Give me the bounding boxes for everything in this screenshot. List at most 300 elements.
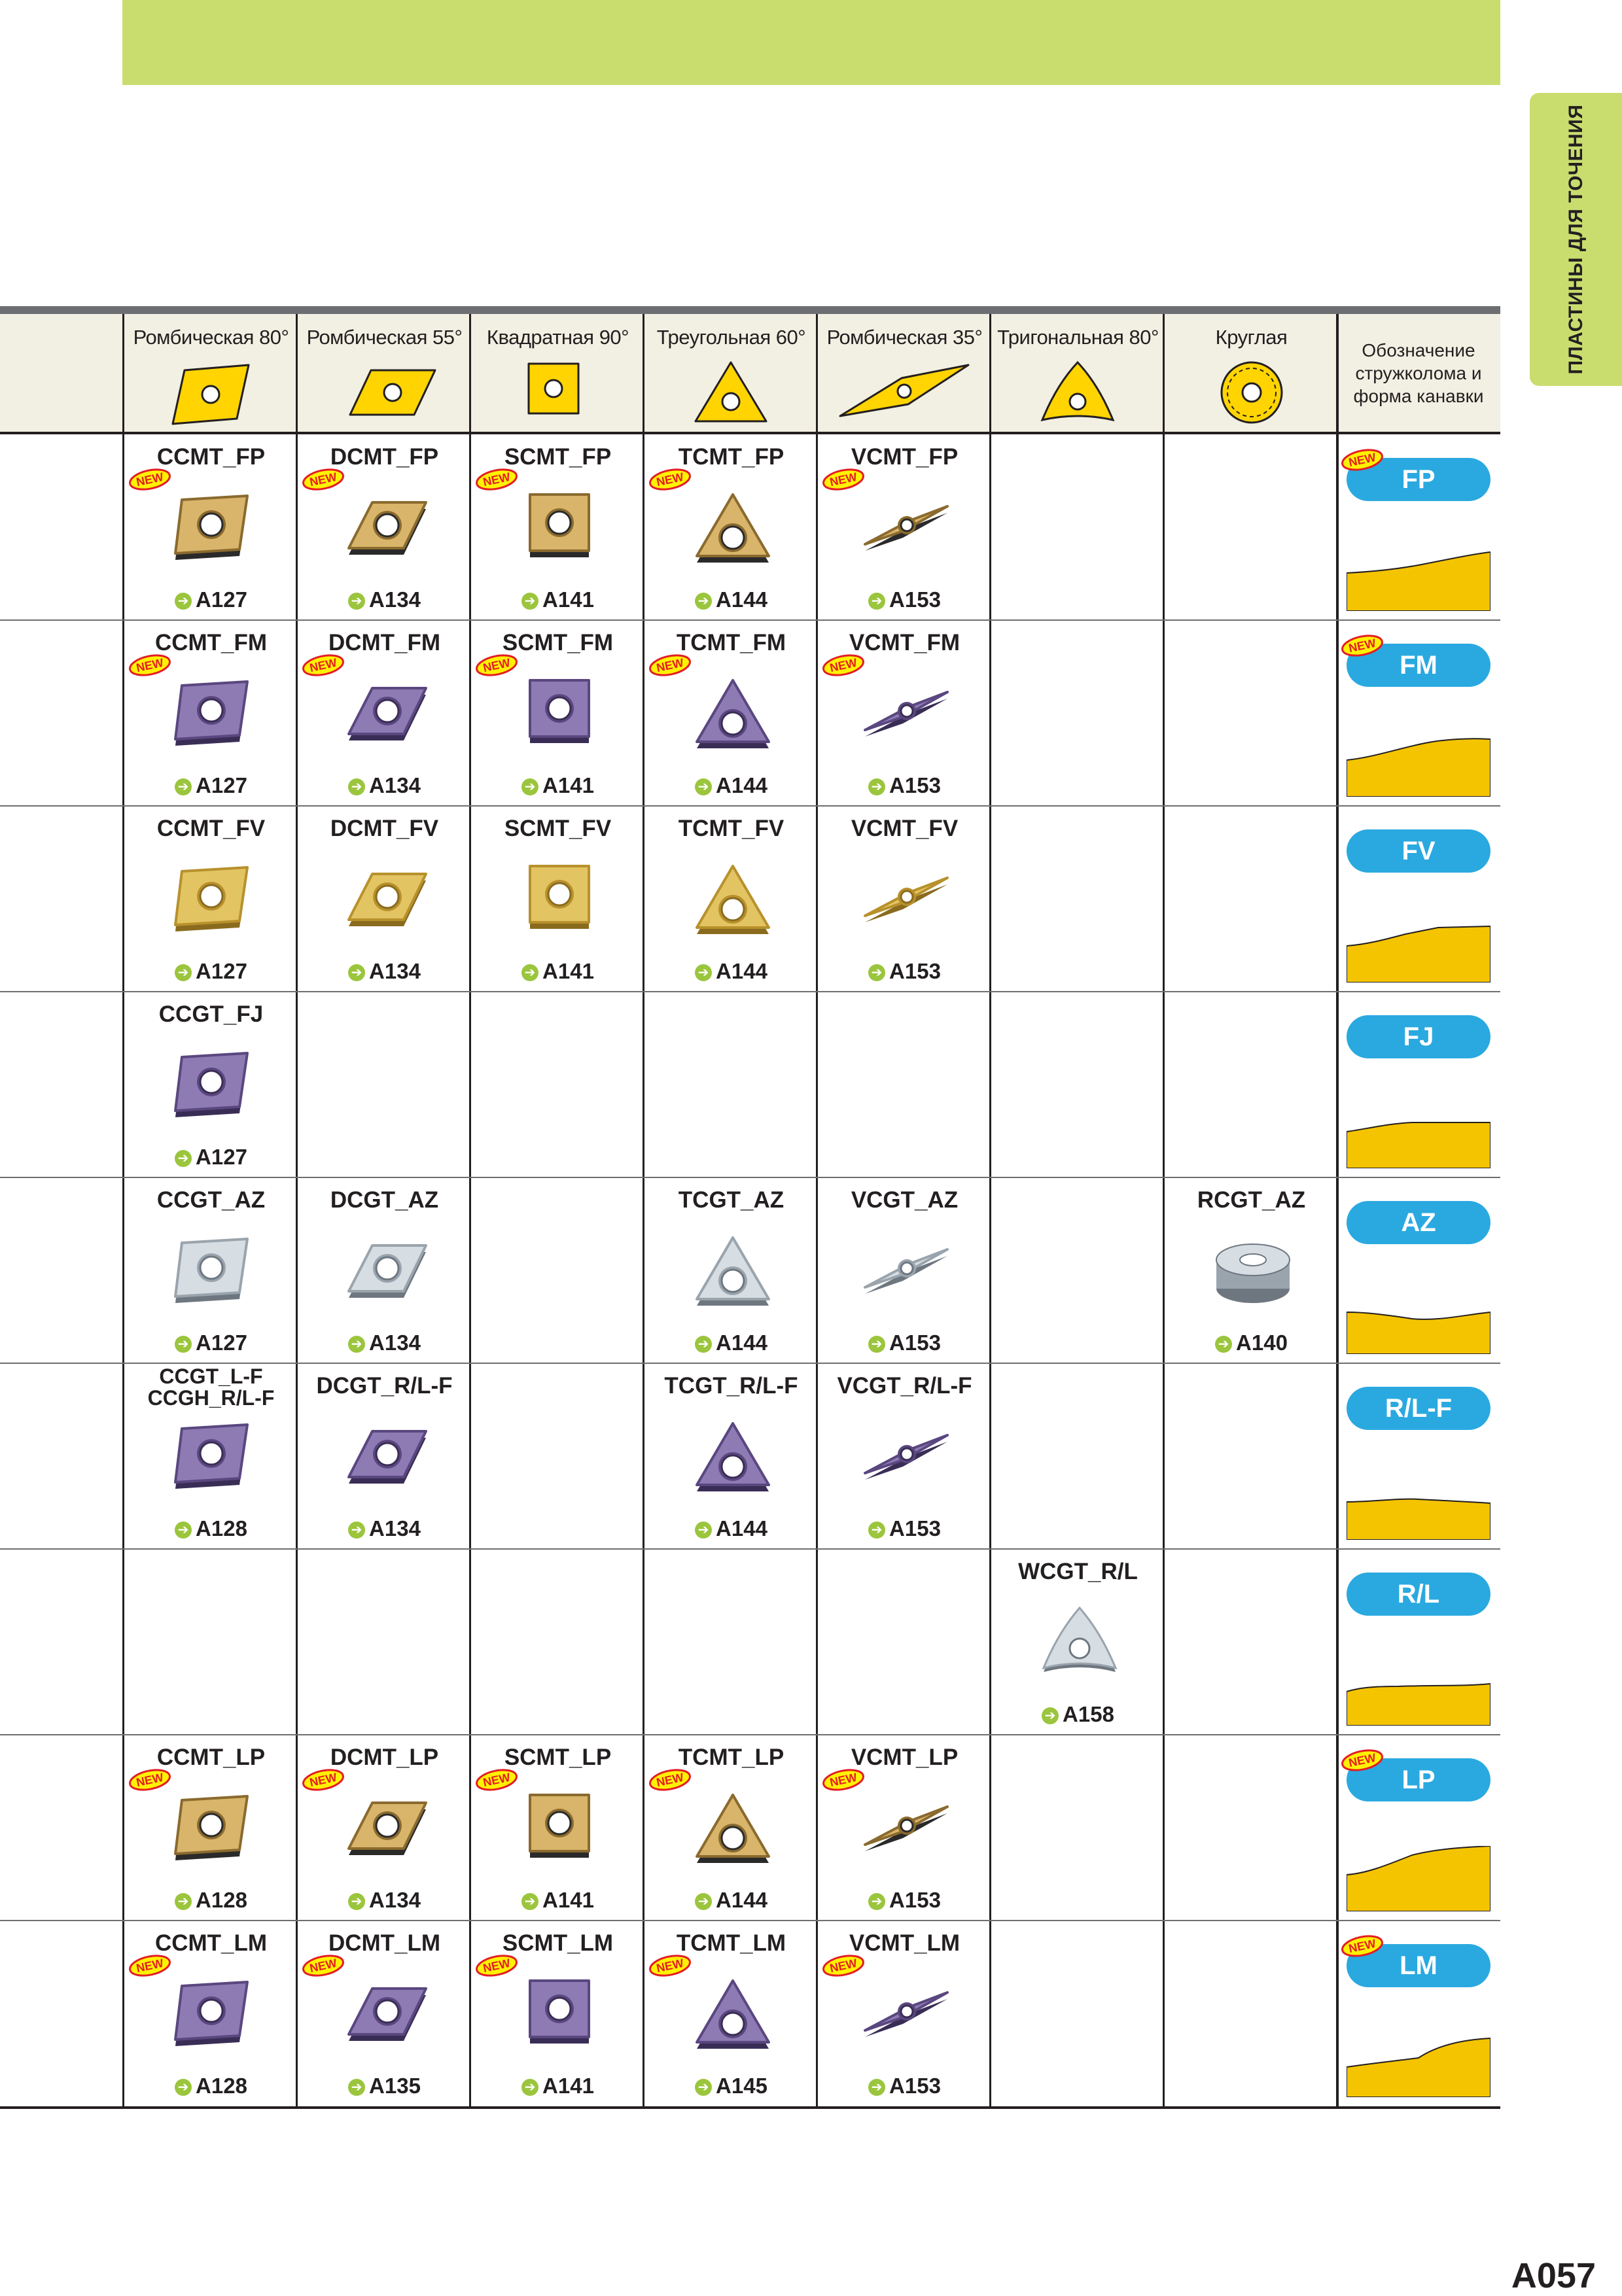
insert-code-line: CCMT_LP xyxy=(156,1745,266,1770)
insert-cell[interactable] xyxy=(644,1921,818,2106)
top-green-bar xyxy=(122,0,1500,85)
insert-code xyxy=(818,631,991,655)
arrow-right-icon: ➔ xyxy=(521,593,538,610)
insert-image xyxy=(864,857,949,945)
page-reference-text: A141 xyxy=(542,773,594,797)
page-reference-text: A153 xyxy=(889,1888,941,1912)
insert-code-line: SCMT_LP xyxy=(504,1745,612,1770)
new-badge xyxy=(475,1955,518,1980)
chipbreaker-pill[interactable]: FJ xyxy=(1347,1015,1490,1058)
insert-cell[interactable] xyxy=(298,1735,471,1920)
arrow-right-icon: ➔ xyxy=(175,1150,192,1167)
page-reference-text: A153 xyxy=(889,1516,941,1540)
insert-code xyxy=(124,1188,298,1212)
shape-header-rhombus-55 xyxy=(298,326,471,426)
page-reference-link[interactable] xyxy=(644,1888,818,1913)
page-reference-link[interactable] xyxy=(818,773,991,798)
insert-photo xyxy=(864,1972,949,2057)
insert-image xyxy=(170,1972,255,2060)
new-badge-icon xyxy=(475,468,518,491)
groove-profile-icon xyxy=(1347,1846,1490,1911)
insert-cell[interactable] xyxy=(124,1735,298,1920)
insert-cell[interactable] xyxy=(124,620,298,805)
shape-header-rhombus-80 xyxy=(124,326,298,426)
designation-line-1: Обозначение xyxy=(1362,340,1475,360)
insert-code-line: TCMT_FM xyxy=(676,630,786,655)
svg-text:NEW: NEW xyxy=(1347,450,1377,470)
new-badge-icon xyxy=(648,1955,692,1977)
new-badge xyxy=(822,468,865,494)
insert-cell[interactable] xyxy=(124,806,298,991)
insert-cell[interactable] xyxy=(298,434,471,619)
svg-text:NEW: NEW xyxy=(482,470,512,489)
groove-profile-icon xyxy=(1347,546,1490,611)
page-reference-link[interactable] xyxy=(124,1331,298,1355)
designation-line-2: стружколома и xyxy=(1355,363,1482,383)
insert-image xyxy=(690,1414,775,1503)
page-reference-link[interactable] xyxy=(644,959,818,984)
new-badge xyxy=(648,1769,692,1794)
svg-text:NEW: NEW xyxy=(308,655,338,675)
page-reference-text: A153 xyxy=(889,773,941,797)
insert-image xyxy=(1037,1600,1122,1688)
page-reference-link[interactable] xyxy=(124,959,298,984)
svg-text:NEW: NEW xyxy=(828,1770,858,1790)
new-badge-icon xyxy=(822,1955,865,1977)
page-reference-link[interactable] xyxy=(298,1888,471,1913)
page-reference-text: A134 xyxy=(369,1331,421,1355)
insert-cell[interactable] xyxy=(471,806,644,991)
insert-image xyxy=(517,857,602,945)
arrow-right-icon: ➔ xyxy=(868,964,885,981)
insert-code-line: VCMT_LP xyxy=(851,1745,959,1770)
insert-code-line: VCMT_FP xyxy=(851,444,959,470)
insert-image xyxy=(344,857,429,945)
page-reference-text: A134 xyxy=(369,1888,421,1912)
insert-cell[interactable] xyxy=(818,806,991,991)
section-side-tab-label: ПЛАСТИНЫ ДЛЯ ТОЧЕНИЯ xyxy=(1564,104,1587,375)
insert-code xyxy=(298,816,471,841)
chipbreaker-designation xyxy=(1337,1549,1500,1734)
insert-code-line: CCGH_R/L-F xyxy=(147,1386,275,1410)
chipbreaker-pill[interactable]: FM xyxy=(1347,644,1490,687)
chipbreaker-pill[interactable]: FV xyxy=(1347,829,1490,873)
insert-image xyxy=(864,485,949,574)
insert-cell[interactable] xyxy=(818,1735,991,1920)
insert-code xyxy=(298,631,471,655)
insert-image xyxy=(517,671,602,759)
page-reference-link[interactable] xyxy=(644,773,818,798)
insert-cell[interactable] xyxy=(818,1921,991,2106)
round-shape-icon xyxy=(1212,358,1292,426)
insert-cell[interactable] xyxy=(298,1363,471,1548)
insert-code xyxy=(298,445,471,469)
new-badge-icon xyxy=(822,654,865,676)
svg-text:NEW: NEW xyxy=(482,1956,512,1975)
chipbreaker-pill[interactable]: FP xyxy=(1347,458,1490,501)
page-reference-link[interactable] xyxy=(471,959,644,984)
insert-code xyxy=(124,631,298,655)
arrow-right-icon: ➔ xyxy=(175,2079,192,2096)
new-badge xyxy=(1341,1935,1384,1960)
insert-cell[interactable] xyxy=(298,806,471,991)
page-reference-text: A134 xyxy=(369,587,421,612)
insert-image xyxy=(864,671,949,759)
new-badge-icon xyxy=(302,1769,345,1791)
new-badge xyxy=(648,468,692,494)
table-bottom-rule xyxy=(0,2106,1500,2109)
insert-photo xyxy=(690,485,775,570)
insert-image xyxy=(344,1414,429,1503)
svg-text:NEW: NEW xyxy=(828,1956,858,1975)
new-badge xyxy=(1341,1749,1384,1775)
page-reference-link[interactable] xyxy=(124,773,298,798)
chipbreaker-pill[interactable]: LP xyxy=(1347,1758,1490,1801)
section-side-tab[interactable] xyxy=(1530,93,1622,386)
insert-code xyxy=(124,1931,298,1955)
page-reference-text: A153 xyxy=(889,2074,941,2098)
designation-line-3: форма канавки xyxy=(1353,386,1484,406)
insert-cell[interactable] xyxy=(298,620,471,805)
insert-photo xyxy=(864,1414,949,1499)
page-reference-link[interactable] xyxy=(124,1888,298,1913)
page-reference-link[interactable] xyxy=(471,2074,644,2098)
insert-photo xyxy=(1210,1228,1296,1313)
insert-cell[interactable] xyxy=(644,434,818,619)
insert-cell[interactable] xyxy=(471,620,644,805)
insert-cell[interactable] xyxy=(124,1921,298,2106)
insert-photo xyxy=(170,485,255,570)
page-reference-link[interactable] xyxy=(644,587,818,612)
insert-code xyxy=(644,1188,818,1212)
page-reference-text: A153 xyxy=(889,959,941,983)
insert-code-line: CCGT_L-F xyxy=(159,1365,263,1388)
insert-image xyxy=(690,1972,775,2060)
insert-image xyxy=(690,857,775,945)
arrow-right-icon: ➔ xyxy=(868,1522,885,1539)
insert-code xyxy=(298,1374,471,1398)
insert-cell[interactable] xyxy=(644,1363,818,1548)
arrow-right-icon: ➔ xyxy=(348,778,365,795)
arrow-right-icon: ➔ xyxy=(175,593,192,610)
page-reference-link[interactable] xyxy=(471,587,644,612)
insert-code-line: VCMT_FV xyxy=(851,816,959,841)
insert-cell[interactable] xyxy=(124,434,298,619)
insert-code-line: TCMT_FV xyxy=(678,816,785,841)
page-reference-text: A144 xyxy=(716,1516,767,1540)
new-badge-icon xyxy=(1341,1749,1384,1771)
page-reference-link[interactable] xyxy=(124,1145,298,1170)
insert-code xyxy=(644,816,818,841)
insert-image xyxy=(170,1414,255,1503)
new-badge xyxy=(302,1769,345,1794)
new-badge-icon xyxy=(1341,449,1384,471)
page-reference-text: A134 xyxy=(369,1516,421,1540)
insert-photo xyxy=(344,1228,429,1313)
insert-cell[interactable] xyxy=(298,1177,471,1363)
new-badge-icon xyxy=(648,1769,692,1791)
rhombus-35-shape-icon xyxy=(837,358,972,426)
new-badge-icon xyxy=(475,1769,518,1791)
page-reference-link[interactable] xyxy=(124,587,298,612)
svg-text:NEW: NEW xyxy=(1347,1936,1377,1956)
shape-header-rhombus-35 xyxy=(818,326,991,426)
page-reference-link[interactable] xyxy=(818,587,991,612)
chipbreaker-pill[interactable]: R/L-F xyxy=(1347,1387,1490,1430)
groove-profile-icon xyxy=(1347,1103,1490,1168)
arrow-right-icon: ➔ xyxy=(868,1893,885,1910)
insert-image xyxy=(344,1786,429,1874)
insert-code-line: SCMT_LM xyxy=(502,1930,614,1956)
arrow-right-icon: ➔ xyxy=(868,778,885,795)
page-reference-link[interactable] xyxy=(991,1702,1165,1727)
designation-header xyxy=(1337,339,1500,408)
insert-code xyxy=(471,631,644,655)
insert-image xyxy=(864,1414,949,1503)
new-badge xyxy=(822,1769,865,1794)
insert-image xyxy=(1210,1228,1296,1317)
insert-photo xyxy=(864,1786,949,1871)
new-badge-icon xyxy=(128,1769,171,1791)
insert-code xyxy=(124,445,298,469)
page-reference-link[interactable] xyxy=(818,1331,991,1355)
insert-code-line: VCMT_FM xyxy=(849,630,961,655)
new-badge xyxy=(1341,635,1384,660)
insert-cell[interactable] xyxy=(124,992,298,1177)
insert-code-line: CCGT_AZ xyxy=(156,1187,266,1213)
insert-image xyxy=(517,1786,602,1874)
insert-photo xyxy=(170,1972,255,2057)
insert-code xyxy=(818,1374,991,1398)
svg-text:NEW: NEW xyxy=(135,1770,165,1790)
page-reference-text: A144 xyxy=(716,1331,767,1355)
new-badge-icon xyxy=(475,1955,518,1977)
new-badge xyxy=(648,1955,692,1980)
insert-code xyxy=(471,445,644,469)
groove-profile-icon xyxy=(1347,1474,1490,1540)
insert-code xyxy=(298,1188,471,1212)
svg-text:NEW: NEW xyxy=(655,1770,685,1790)
new-badge xyxy=(475,1769,518,1794)
insert-cell[interactable] xyxy=(1165,1177,1338,1363)
rhombus-55-shape-icon xyxy=(330,358,439,426)
insert-code xyxy=(644,1745,818,1769)
insert-image xyxy=(517,485,602,574)
header-top-rule xyxy=(0,306,1500,314)
insert-photo xyxy=(517,485,602,570)
shape-header-trigon xyxy=(991,326,1165,426)
triangle-shape-icon xyxy=(692,358,771,426)
arrow-right-icon: ➔ xyxy=(348,2079,365,2096)
page-reference-link[interactable] xyxy=(298,1331,471,1355)
arrow-right-icon: ➔ xyxy=(175,1336,192,1353)
page-reference-link[interactable] xyxy=(818,1516,991,1541)
page-reference-text: A128 xyxy=(196,1516,247,1540)
insert-code-line: TCGT_R/L-F xyxy=(664,1373,798,1399)
page-reference-text: A128 xyxy=(196,2074,247,2098)
arrow-right-icon: ➔ xyxy=(695,1893,712,1910)
page-reference-text: A153 xyxy=(889,1331,941,1355)
insert-photo xyxy=(690,1786,775,1871)
new-badge xyxy=(822,1955,865,1980)
page-reference-link[interactable] xyxy=(298,773,471,798)
page-reference-link[interactable] xyxy=(644,1516,818,1541)
page-reference-link[interactable] xyxy=(124,1516,298,1541)
chipbreaker-pill[interactable]: R/L xyxy=(1347,1573,1490,1616)
page-reference-text: A141 xyxy=(542,959,594,983)
arrow-right-icon: ➔ xyxy=(348,1893,365,1910)
arrow-right-icon: ➔ xyxy=(521,1893,538,1910)
insert-photo xyxy=(690,857,775,942)
insert-code-line: DCMT_LM xyxy=(328,1930,441,1956)
insert-cell[interactable] xyxy=(471,1921,644,2106)
insert-cell[interactable] xyxy=(818,1177,991,1363)
page-reference-link[interactable] xyxy=(818,2074,991,2098)
groove-profile-icon xyxy=(1347,1660,1490,1726)
shape-header-label: Квадратная 90° xyxy=(486,326,629,349)
insert-cell[interactable] xyxy=(644,620,818,805)
insert-photo xyxy=(864,671,949,756)
insert-code-line: TCMT_FP xyxy=(678,444,785,470)
insert-code-line: DCMT_FM xyxy=(328,630,441,655)
chipbreaker-pill[interactable]: AZ xyxy=(1347,1201,1490,1244)
insert-code-line: CCMT_FP xyxy=(156,444,266,470)
chipbreaker-designation xyxy=(1337,1363,1500,1548)
new-badge-icon xyxy=(1341,635,1384,657)
insert-cell[interactable] xyxy=(124,1177,298,1363)
insert-code-line: CCMT_FV xyxy=(156,816,266,841)
insert-photo xyxy=(344,1414,429,1499)
svg-text:NEW: NEW xyxy=(482,655,512,675)
insert-code xyxy=(644,445,818,469)
arrow-right-icon: ➔ xyxy=(348,1522,365,1539)
insert-photo xyxy=(690,1228,775,1313)
insert-image xyxy=(170,1786,255,1874)
insert-cell[interactable] xyxy=(818,1363,991,1548)
trigon-shape-icon xyxy=(1038,358,1118,426)
page-reference-text: A134 xyxy=(369,959,421,983)
insert-code xyxy=(644,1931,818,1955)
svg-text:NEW: NEW xyxy=(1347,1750,1377,1770)
insert-photo xyxy=(344,1786,429,1871)
insert-cell[interactable] xyxy=(644,806,818,991)
new-badge xyxy=(128,1769,171,1794)
arrow-right-icon: ➔ xyxy=(695,964,712,981)
new-badge-icon xyxy=(648,468,692,491)
insert-code-line: WCGT_R/L xyxy=(1018,1559,1138,1584)
chipbreaker-pill[interactable]: LM xyxy=(1347,1944,1490,1987)
insert-cell[interactable] xyxy=(991,1549,1165,1734)
page-reference-link[interactable] xyxy=(124,2074,298,2098)
chipbreaker-designation xyxy=(1337,806,1500,991)
insert-code xyxy=(124,1745,298,1769)
insert-code xyxy=(298,1745,471,1769)
insert-image xyxy=(690,671,775,759)
insert-photo xyxy=(170,1414,255,1499)
svg-text:NEW: NEW xyxy=(655,1956,685,1975)
page-reference-link[interactable] xyxy=(298,587,471,612)
insert-cell[interactable] xyxy=(124,1363,298,1548)
page-reference-text: A127 xyxy=(196,587,247,612)
insert-cell[interactable] xyxy=(471,434,644,619)
arrow-right-icon: ➔ xyxy=(175,1893,192,1910)
page-reference-link[interactable] xyxy=(644,2074,818,2098)
chipbreaker-designation xyxy=(1337,1735,1500,1920)
arrow-right-icon: ➔ xyxy=(175,1522,192,1539)
insert-cell[interactable] xyxy=(471,1735,644,1920)
page-reference-text: A127 xyxy=(196,1145,247,1169)
shape-header-round xyxy=(1165,326,1338,426)
insert-cell[interactable] xyxy=(818,434,991,619)
shape-header-label: Тригональная 80° xyxy=(997,326,1159,349)
page-reference-text: A141 xyxy=(542,587,594,612)
shape-header-label: Круглая xyxy=(1215,326,1288,349)
insert-image xyxy=(170,1228,255,1317)
chipbreaker-designation xyxy=(1337,992,1500,1177)
new-badge-icon xyxy=(128,654,171,676)
insert-code-line: CCMT_FM xyxy=(154,630,268,655)
arrow-right-icon: ➔ xyxy=(1215,1336,1232,1353)
page-reference-text: A158 xyxy=(1063,1702,1114,1726)
page-reference-link[interactable] xyxy=(818,959,991,984)
insert-code-line: TCMT_LP xyxy=(678,1745,785,1770)
insert-photo xyxy=(170,1786,255,1871)
insert-photo xyxy=(517,1786,602,1871)
arrow-right-icon: ➔ xyxy=(695,2079,712,2096)
page-reference-link[interactable] xyxy=(1165,1331,1338,1355)
insert-cell[interactable] xyxy=(298,1921,471,2106)
page-reference-link[interactable] xyxy=(471,1888,644,1913)
insert-image xyxy=(344,485,429,574)
arrow-right-icon: ➔ xyxy=(521,964,538,981)
new-badge-icon xyxy=(1341,1935,1384,1957)
insert-code-line: DCGT_R/L-F xyxy=(316,1373,453,1399)
page-reference-link[interactable] xyxy=(644,1331,818,1355)
insert-photo xyxy=(344,671,429,756)
new-badge xyxy=(128,1955,171,1980)
page-reference-link[interactable] xyxy=(818,1888,991,1913)
insert-code xyxy=(818,445,991,469)
svg-text:NEW: NEW xyxy=(135,1956,165,1975)
insert-code xyxy=(471,1745,644,1769)
page-reference-link[interactable] xyxy=(298,1516,471,1541)
insert-photo xyxy=(170,1228,255,1313)
new-badge-icon xyxy=(822,1769,865,1791)
svg-text:NEW: NEW xyxy=(655,470,685,489)
insert-code xyxy=(644,1374,818,1398)
arrow-right-icon: ➔ xyxy=(348,1336,365,1353)
insert-image xyxy=(344,671,429,759)
insert-cell[interactable] xyxy=(818,620,991,805)
shape-header-label: Треугольная 60° xyxy=(656,326,806,349)
page-reference-link[interactable] xyxy=(298,959,471,984)
shape-header-label: Ромбическая 55° xyxy=(306,326,463,349)
insert-cell[interactable] xyxy=(644,1735,818,1920)
new-badge xyxy=(302,654,345,680)
page-reference-text: A141 xyxy=(542,2074,594,2098)
insert-photo xyxy=(690,1414,775,1499)
svg-text:NEW: NEW xyxy=(308,1770,338,1790)
insert-cell[interactable] xyxy=(644,1177,818,1363)
page-reference-link[interactable] xyxy=(471,773,644,798)
groove-profile-icon xyxy=(1347,917,1490,983)
insert-photo xyxy=(690,671,775,756)
insert-image xyxy=(690,1786,775,1874)
insert-image xyxy=(170,857,255,945)
insert-image xyxy=(170,1043,255,1131)
page-reference-link[interactable] xyxy=(298,2074,471,2098)
insert-code xyxy=(471,816,644,841)
